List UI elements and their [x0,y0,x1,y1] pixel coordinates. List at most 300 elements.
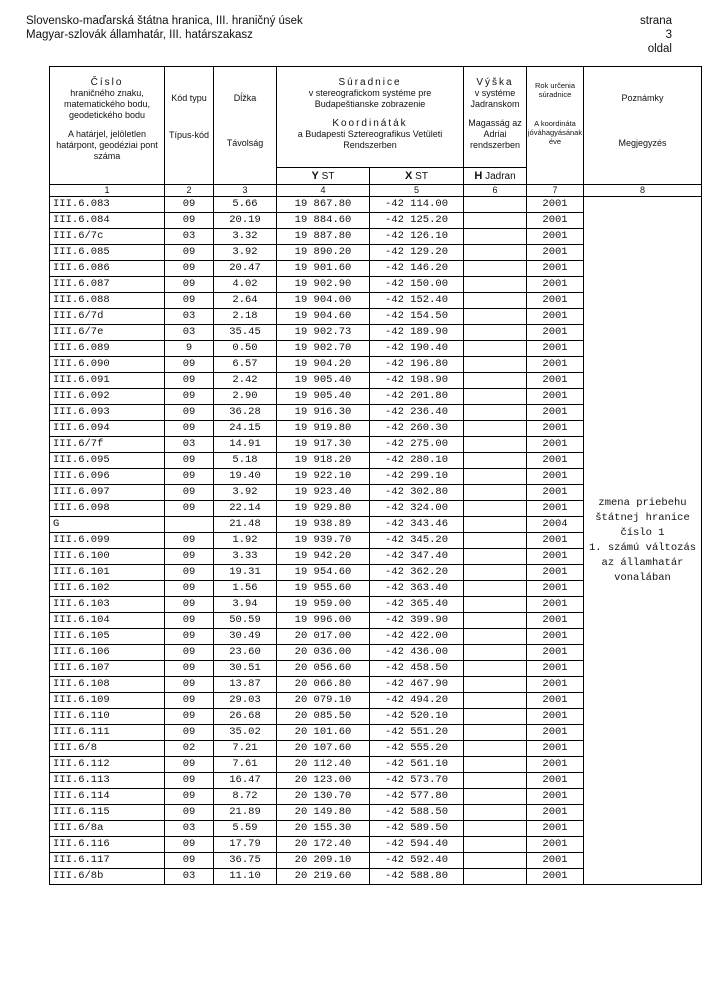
year-cell: 2001 [527,837,584,853]
type-code-cell: 09 [165,261,214,277]
y-coordinate-cell: 19 904.20 [277,357,370,373]
y-coordinate-cell: 19 919.80 [277,421,370,437]
length-cell: 1.92 [214,533,277,549]
length-cell: 23.60 [214,645,277,661]
y-coordinate-cell: 19 887.80 [277,229,370,245]
year-cell: 2001 [527,245,584,261]
type-code-cell: 09 [165,613,214,629]
length-cell: 7.61 [214,757,277,773]
height-cell [464,517,527,533]
length-cell: 2.42 [214,373,277,389]
column-number: 5 [370,185,464,197]
type-code-cell: 09 [165,565,214,581]
y-coordinate-cell: 20 130.70 [277,789,370,805]
point-number-cell: III.6.094 [50,421,165,437]
point-number-cell: III.6.107 [50,661,165,677]
point-number-cell: III.6.113 [50,773,165,789]
point-number-cell: III.6/8a [50,821,165,837]
length-cell: 2.90 [214,389,277,405]
point-number-cell: III.6.099 [50,533,165,549]
y-coordinate-cell: 19 884.60 [277,213,370,229]
header-type-code-hu: Típus-kód [168,130,210,140]
header-point-number [50,67,165,185]
height-cell [464,741,527,757]
year-cell: 2001 [527,869,584,885]
type-code-cell: 9 [165,341,214,357]
remarks-note-line: zmena priebehu [598,496,687,509]
y-coordinate-cell: 19 922.10 [277,469,370,485]
height-cell [464,725,527,741]
height-cell [464,309,527,325]
length-cell: 7.21 [214,741,277,757]
header-year-hu: A koordináta jóváhagyásának éve [527,119,583,146]
year-cell: 2004 [527,517,584,533]
year-cell: 2001 [527,789,584,805]
year-cell: 2001 [527,645,584,661]
y-coordinate-cell: 19 955.60 [277,581,370,597]
column-number: 4 [277,185,370,197]
height-cell [464,773,527,789]
x-coordinate-cell: -42 362.20 [370,565,464,581]
point-number-cell: III.6.102 [50,581,165,597]
x-coordinate-cell: -42 343.46 [370,517,464,533]
point-number-cell: III.6.114 [50,789,165,805]
header-remarks [584,67,702,185]
column-number: 6 [464,185,527,197]
x-coordinate-cell: -42 260.30 [370,421,464,437]
header-height [464,67,527,168]
height-cell [464,437,527,453]
length-cell: 3.92 [214,485,277,501]
point-number-cell: III.6.117 [50,853,165,869]
x-coordinate-cell: -42 561.10 [370,757,464,773]
x-coordinate-cell: -42 422.00 [370,629,464,645]
remarks-note-line: vonalában [614,571,671,584]
type-code-cell: 09 [165,693,214,709]
point-number-cell: III.6.089 [50,341,165,357]
x-coordinate-cell: -42 399.90 [370,613,464,629]
length-cell: 50.59 [214,613,277,629]
point-number-cell: III.6.108 [50,677,165,693]
length-cell: 6.57 [214,357,277,373]
length-cell: 5.66 [214,197,277,213]
year-cell: 2001 [527,469,584,485]
point-number-cell: III.6.116 [50,837,165,853]
header-title-hu: Magyar-szlovák államhatár, III. határszakasz [26,29,253,41]
x-coordinate-cell: -42 114.00 [370,197,464,213]
type-code-cell: 09 [165,757,214,773]
y-coordinate-cell: 19 904.60 [277,309,370,325]
header-coordinates-title-hu: Koordináták [332,118,408,129]
height-cell [464,693,527,709]
y-coordinate-cell: 20 085.50 [277,709,370,725]
year-cell: 2001 [527,501,584,517]
year-cell: 2001 [527,757,584,773]
length-cell: 19.31 [214,565,277,581]
year-cell: 2001 [527,373,584,389]
type-code-cell: 03 [165,869,214,885]
header-coordinates-title-sk: Súradnice [338,77,402,88]
y-coordinate-cell: 20 107.60 [277,741,370,757]
height-cell [464,229,527,245]
axis-h-letter: H [474,169,483,182]
year-cell: 2001 [527,773,584,789]
x-coordinate-cell: -42 436.00 [370,645,464,661]
type-code-cell: 09 [165,469,214,485]
boundary-points-table [49,66,702,885]
table-header-row [50,67,702,168]
year-cell: 2001 [527,597,584,613]
year-cell: 2001 [527,325,584,341]
year-cell: 2001 [527,229,584,245]
y-coordinate-cell: 19 942.20 [277,549,370,565]
y-coordinate-cell: 20 123.00 [277,773,370,789]
point-number-cell: III.6.088 [50,293,165,309]
column-number: 1 [50,185,165,197]
year-cell: 2001 [527,389,584,405]
point-number-cell: III.6.115 [50,805,165,821]
point-number-cell: III.6.112 [50,757,165,773]
page-indicator [640,14,672,56]
type-code-cell [165,517,214,533]
axis-y-letter: Y [311,169,319,182]
length-cell: 5.18 [214,453,277,469]
year-cell: 2001 [527,693,584,709]
year-cell: 2001 [527,581,584,597]
type-code-cell: 09 [165,789,214,805]
year-cell: 2001 [527,629,584,645]
y-coordinate-cell: 19 916.30 [277,405,370,421]
year-cell: 2001 [527,197,584,213]
type-code-cell: 09 [165,373,214,389]
length-cell: 17.79 [214,837,277,853]
length-cell: 36.28 [214,405,277,421]
document-header [26,14,303,42]
length-cell: 30.49 [214,629,277,645]
x-coordinate-cell: -42 189.90 [370,325,464,341]
height-cell [464,341,527,357]
height-cell [464,373,527,389]
y-coordinate-cell: 20 101.60 [277,725,370,741]
year-cell: 2001 [527,405,584,421]
type-code-cell: 09 [165,837,214,853]
year-cell: 2001 [527,293,584,309]
point-number-cell: III.6.104 [50,613,165,629]
header-year-sk: Rok určenia súradnice [534,81,576,99]
year-cell: 2001 [527,437,584,453]
header-title-sk: Slovensko-maďarská štátna hranica, III. hraničný úsek [26,15,303,27]
y-coordinate-cell: 20 056.60 [277,661,370,677]
point-number-cell: III.6.091 [50,373,165,389]
height-cell [464,821,527,837]
header-point-number-sk: hraničného znaku, matematického bodu, geodetického bodu [63,88,151,120]
type-code-cell: 09 [165,501,214,517]
height-cell [464,197,527,213]
header-length [214,67,277,185]
type-code-cell: 09 [165,293,214,309]
year-cell: 2001 [527,309,584,325]
height-cell [464,629,527,645]
remarks-note [584,197,702,885]
type-code-cell: 09 [165,453,214,469]
length-cell: 2.18 [214,309,277,325]
length-cell: 8.72 [214,789,277,805]
height-cell [464,709,527,725]
length-cell: 3.94 [214,597,277,613]
y-coordinate-cell: 19 938.89 [277,517,370,533]
height-cell [464,293,527,309]
length-cell: 21.48 [214,517,277,533]
length-cell: 24.15 [214,421,277,437]
type-code-cell: 09 [165,597,214,613]
x-coordinate-cell: -42 125.20 [370,213,464,229]
year-cell: 2001 [527,661,584,677]
remarks-note-line: štátnej hranice [595,511,690,524]
height-cell [464,661,527,677]
x-coordinate-cell: -42 190.40 [370,341,464,357]
point-number-cell: III.6.098 [50,501,165,517]
y-coordinate-cell: 20 112.40 [277,757,370,773]
y-coordinate-cell: 20 219.60 [277,869,370,885]
x-coordinate-cell: -42 129.20 [370,245,464,261]
x-coordinate-cell: -42 520.10 [370,709,464,725]
x-coordinate-cell: -42 196.80 [370,357,464,373]
point-number-cell: III.6.106 [50,645,165,661]
point-number-cell: III.6.083 [50,197,165,213]
type-code-cell: 09 [165,485,214,501]
type-code-cell: 09 [165,277,214,293]
x-coordinate-cell: -42 150.00 [370,277,464,293]
y-coordinate-cell: 19 901.60 [277,261,370,277]
length-cell: 3.32 [214,229,277,245]
x-coordinate-cell: -42 302.80 [370,485,464,501]
length-cell: 26.68 [214,709,277,725]
length-cell: 30.51 [214,661,277,677]
y-coordinate-cell: 19 996.00 [277,613,370,629]
height-cell [464,213,527,229]
height-cell [464,277,527,293]
point-number-cell: III.6/7e [50,325,165,341]
column-number: 2 [165,185,214,197]
type-code-cell: 03 [165,309,214,325]
height-cell [464,261,527,277]
y-coordinate-cell: 20 066.80 [277,677,370,693]
header-point-number-hu: A határjel, jelöletlen határpont, geodéziai pont száma [56,129,158,161]
type-code-cell: 03 [165,821,214,837]
length-cell: 36.75 [214,853,277,869]
column-number-row [50,185,702,197]
table-row [50,197,702,213]
x-coordinate-cell: -42 236.40 [370,405,464,421]
point-number-cell: III.6.101 [50,565,165,581]
type-code-cell: 09 [165,661,214,677]
point-number-cell: III.6/8b [50,869,165,885]
height-cell [464,789,527,805]
year-cell: 2001 [527,677,584,693]
remarks-note-line: číslo 1 [620,526,665,539]
length-cell: 35.02 [214,725,277,741]
point-number-cell: III.6/8 [50,741,165,757]
x-coordinate-cell: -42 365.40 [370,597,464,613]
x-coordinate-cell: -42 589.50 [370,821,464,837]
x-coordinate-cell: -42 594.40 [370,837,464,853]
point-number-cell: III.6.109 [50,693,165,709]
length-cell: 14.91 [214,437,277,453]
header-coordinates [277,67,464,168]
height-cell [464,597,527,613]
height-cell [464,805,527,821]
header-remarks-hu: Megjegyzés [618,138,667,148]
remarks-note-line: az államhatár [601,556,684,569]
point-number-cell: III.6.110 [50,709,165,725]
year-cell: 2001 [527,421,584,437]
column-number: 8 [584,185,702,197]
point-number-cell: III.6.085 [50,245,165,261]
year-cell: 2001 [527,613,584,629]
length-cell: 4.02 [214,277,277,293]
y-coordinate-cell: 19 929.80 [277,501,370,517]
height-cell [464,613,527,629]
table-body [50,197,702,885]
point-number-cell: III.6.100 [50,549,165,565]
length-cell: 3.92 [214,245,277,261]
y-coordinate-cell: 19 902.90 [277,277,370,293]
axis-x-sub: ST [415,170,428,182]
length-cell: 21.89 [214,805,277,821]
point-number-cell: III.6.087 [50,277,165,293]
header-remarks-sk: Poznámky [621,93,664,103]
y-coordinate-cell: 19 939.70 [277,533,370,549]
x-coordinate-cell: -42 275.00 [370,437,464,453]
y-coordinate-cell: 19 902.73 [277,325,370,341]
height-cell [464,565,527,581]
length-cell: 29.03 [214,693,277,709]
y-coordinate-cell: 20 172.40 [277,837,370,853]
point-number-cell: III.6.103 [50,597,165,613]
point-number-cell: III.6.090 [50,357,165,373]
type-code-cell: 03 [165,325,214,341]
header-length-hu: Távolság [226,138,264,148]
point-number-cell: III.6.105 [50,629,165,645]
header-length-sk: Dĺžka [233,93,257,103]
year-cell: 2001 [527,805,584,821]
x-coordinate-cell: -42 126.10 [370,229,464,245]
x-coordinate-cell: -42 363.40 [370,581,464,597]
point-number-cell: III.6.111 [50,725,165,741]
y-coordinate-cell: 19 954.60 [277,565,370,581]
header-type-code-sk: Kód typu [171,93,207,103]
year-cell: 2001 [527,341,584,357]
point-number-cell: G [50,517,165,533]
x-coordinate-cell: -42 577.80 [370,789,464,805]
point-number-cell: III.6/7f [50,437,165,453]
remarks-note-line: 1. számú változás [588,541,697,554]
y-coordinate-cell: 20 036.00 [277,645,370,661]
height-cell [464,533,527,549]
year-cell: 2001 [527,853,584,869]
column-number: 3 [214,185,277,197]
type-code-cell: 09 [165,645,214,661]
page-number: 3 [665,29,672,41]
axis-y-sub: ST [321,170,335,182]
type-code-cell: 09 [165,357,214,373]
type-code-cell: 02 [165,741,214,757]
point-number-cell: III.6.095 [50,453,165,469]
y-coordinate-cell: 19 905.40 [277,373,370,389]
y-coordinate-cell: 19 904.00 [277,293,370,309]
header-height-hu: Magasság az Adriai rendszerben [468,118,522,150]
x-coordinate-cell: -42 588.50 [370,805,464,821]
height-cell [464,869,527,885]
type-code-cell: 09 [165,213,214,229]
height-cell [464,421,527,437]
header-point-number-title: Číslo [90,77,124,88]
x-coordinate-cell: -42 152.40 [370,293,464,309]
length-cell: 5.59 [214,821,277,837]
type-code-cell: 09 [165,725,214,741]
height-cell [464,645,527,661]
type-code-cell: 03 [165,229,214,245]
axis-x-letter: X [405,169,413,182]
length-cell: 3.33 [214,549,277,565]
x-coordinate-cell: -42 154.50 [370,309,464,325]
type-code-cell: 09 [165,773,214,789]
height-cell [464,453,527,469]
x-coordinate-cell: -42 494.20 [370,693,464,709]
height-cell [464,581,527,597]
type-code-cell: 09 [165,853,214,869]
type-code-cell: 09 [165,629,214,645]
type-code-cell: 09 [165,533,214,549]
x-coordinate-cell: -42 573.70 [370,773,464,789]
height-cell [464,389,527,405]
year-cell: 2001 [527,549,584,565]
length-cell: 19.40 [214,469,277,485]
type-code-cell: 09 [165,389,214,405]
year-cell: 2001 [527,533,584,549]
y-coordinate-cell: 19 902.70 [277,341,370,357]
point-number-cell: III.6/7c [50,229,165,245]
y-coordinate-cell: 20 155.30 [277,821,370,837]
year-cell: 2001 [527,709,584,725]
page-label-hu: oldal [647,43,672,55]
height-cell [464,501,527,517]
type-code-cell: 09 [165,805,214,821]
year-cell: 2001 [527,261,584,277]
header-coordinates-sk: v stereografickom systéme pre Budapeštianske zobrazenie [308,88,432,109]
header-coordinates-hu: a Budapesti Sztereografikus Vetületi Rendszerben [297,129,443,150]
year-cell: 2001 [527,485,584,501]
point-number-cell: III.6.097 [50,485,165,501]
x-coordinate-cell: -42 280.10 [370,453,464,469]
type-code-cell: 09 [165,677,214,693]
height-cell [464,325,527,341]
year-cell: 2001 [527,725,584,741]
point-number-cell: III.6.093 [50,405,165,421]
height-cell [464,405,527,421]
length-cell: 13.87 [214,677,277,693]
height-cell [464,245,527,261]
y-coordinate-cell: 19 890.20 [277,245,370,261]
length-cell: 22.14 [214,501,277,517]
header-height-sk: v systéme Jadranskom [470,88,520,109]
length-cell: 35.45 [214,325,277,341]
x-coordinate-cell: -42 345.20 [370,533,464,549]
height-cell [464,469,527,485]
y-coordinate-cell: 19 905.40 [277,389,370,405]
x-coordinate-cell: -42 467.90 [370,677,464,693]
x-coordinate-cell: -42 347.40 [370,549,464,565]
